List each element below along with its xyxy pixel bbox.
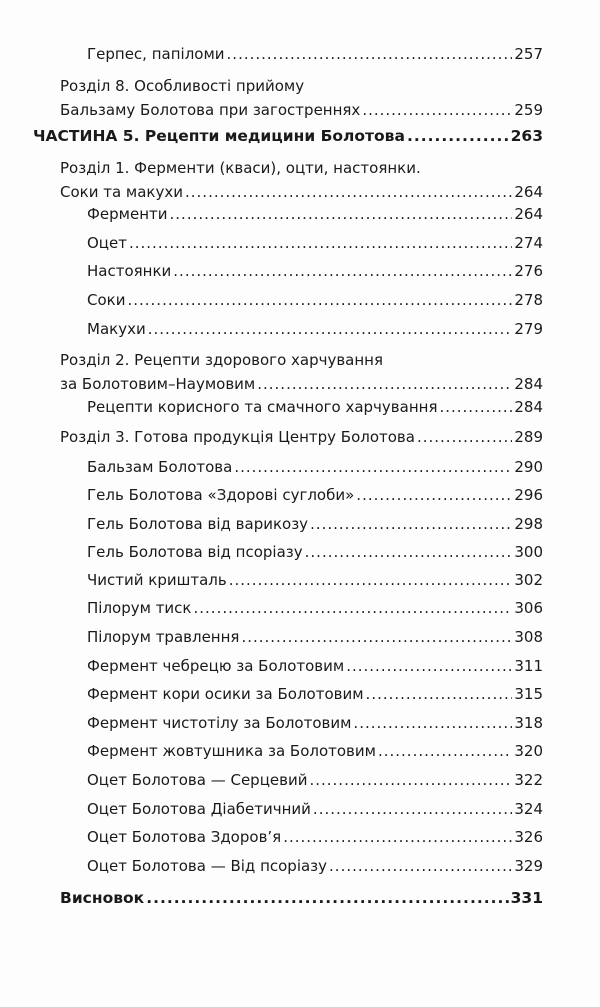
entry-title-line-2: Соки та макухи: [60, 183, 183, 201]
page-number: 300: [514, 543, 543, 561]
toc-entry: [87, 797, 543, 821]
dot-leader: [439, 395, 512, 419]
dot-leader: [146, 886, 508, 910]
page-number: 274: [514, 234, 543, 252]
dot-leader: [378, 739, 512, 763]
entry-title: Оцет Болотова Здоров’я: [87, 828, 282, 846]
entry-title: Гель Болотова «Здорові суглоби»: [87, 486, 355, 504]
dot-leader: [346, 654, 512, 678]
entry-title: Оцет Болотова Діабетичний: [87, 800, 311, 818]
entry-title: Чистий кришталь: [87, 571, 227, 589]
dot-leader: [127, 288, 512, 312]
entry-title: Висновок: [60, 889, 145, 907]
entry-title: Рецепти корисного та смачного харчування: [87, 398, 438, 416]
page-number: 322: [514, 771, 543, 789]
page-number: 263: [510, 127, 543, 145]
toc-line: [60, 886, 543, 910]
entry-title: Фермент жовтушника за Болотовим: [87, 742, 376, 760]
dot-leader: [148, 317, 513, 341]
page-number: 290: [514, 458, 543, 476]
page-number: 324: [514, 800, 543, 818]
entry-title: Ферменти: [87, 205, 168, 223]
page-number: 284: [514, 398, 543, 416]
dot-leader: [185, 180, 512, 204]
dot-leader: [417, 425, 512, 449]
page-number: 289: [514, 428, 543, 446]
page-number: 302: [514, 571, 543, 589]
entry-title: Оцет Болотова — Серцевий: [87, 771, 308, 789]
toc-entry: [60, 156, 543, 204]
toc-line: [87, 512, 543, 536]
toc-line: [87, 202, 543, 226]
dot-leader: [283, 825, 512, 849]
entry-title: Оцет Болотова — Від псоріазу: [87, 857, 328, 875]
toc-entry: [87, 625, 543, 649]
page-number: 278: [514, 291, 543, 309]
toc-line: [87, 259, 543, 283]
dot-leader: [234, 455, 512, 479]
entry-title-line-1: Розділ 2. Рецепти здорового харчування: [60, 351, 384, 369]
entry-title-line-1: Розділ 1. Ферменти (кваси), оцти, настоянки.: [60, 159, 421, 177]
toc-entry: [87, 288, 543, 312]
page-number: 326: [514, 828, 543, 846]
entry-title-line-2: за Болотовим–Наумовим: [60, 375, 256, 393]
toc-line: [87, 483, 543, 507]
page-number: 306: [514, 599, 543, 617]
dot-leader: [362, 98, 512, 122]
toc-entry: [87, 259, 543, 283]
toc-entry: [87, 455, 543, 479]
toc-line: [60, 425, 543, 449]
entry-title: Герпес, папіломи: [87, 45, 225, 63]
dot-leader: [309, 768, 512, 792]
toc-line: [87, 654, 543, 678]
toc-line: [87, 568, 543, 592]
page-number: 298: [514, 515, 543, 533]
dot-leader: [173, 259, 512, 283]
toc-line: [87, 540, 543, 564]
entry-title: Соки: [87, 291, 126, 309]
dot-leader: [170, 202, 513, 226]
page-number: 284: [514, 375, 543, 393]
page-number: 318: [514, 714, 543, 732]
toc-line: [60, 372, 543, 396]
entry-title: Пілорум тиск: [87, 599, 192, 617]
page-number: 331: [510, 889, 543, 907]
entry-title: Макухи: [87, 320, 146, 338]
toc-entry: [60, 74, 543, 122]
toc-line: [87, 596, 543, 620]
toc-line: [87, 455, 543, 479]
toc-line: [87, 854, 543, 878]
dot-leader: [310, 512, 512, 536]
toc-entry: [87, 654, 543, 678]
toc-entry: [87, 483, 543, 507]
toc-line: [87, 231, 543, 255]
toc-line: [60, 98, 543, 122]
entry-title: Фермент чебрецю за Болотовим: [87, 657, 345, 675]
dot-leader: [407, 124, 509, 148]
toc-entry-conclusion: [60, 886, 543, 910]
dot-leader: [366, 682, 513, 706]
toc-line: [87, 42, 543, 66]
toc-line: [87, 317, 543, 341]
page-number: 257: [514, 45, 543, 63]
toc-line: [87, 288, 543, 312]
toc-line: [87, 682, 543, 706]
toc-entry: [60, 348, 543, 396]
toc-entry: [87, 739, 543, 763]
toc-line: [87, 797, 543, 821]
toc-line: [87, 825, 543, 849]
toc-entry: [87, 711, 543, 735]
dot-leader: [313, 797, 512, 821]
toc-entry: [87, 682, 543, 706]
dot-leader: [229, 568, 513, 592]
toc-line: [87, 395, 543, 419]
toc-entry: [87, 596, 543, 620]
page-number: 279: [514, 320, 543, 338]
toc-entry: [60, 425, 543, 449]
dot-leader: [257, 372, 512, 396]
dot-leader: [241, 625, 512, 649]
dot-leader: [305, 540, 513, 564]
toc-line: [87, 768, 543, 792]
toc-entry: [87, 42, 543, 66]
toc-line: [87, 711, 543, 735]
toc-entry: [87, 395, 543, 419]
page-number: 320: [514, 742, 543, 760]
page-number: 296: [514, 486, 543, 504]
dot-leader: [194, 596, 513, 620]
toc-line: [33, 124, 543, 148]
dot-leader: [329, 854, 512, 878]
entry-title-line-1: Розділ 8. Особливості прийому: [60, 77, 305, 95]
toc-entry: [87, 540, 543, 564]
entry-title: Фермент кори осики за Болотовим: [87, 685, 364, 703]
page-number: 259: [514, 101, 543, 119]
toc-entry: [87, 317, 543, 341]
page-number: 315: [514, 685, 543, 703]
dot-leader: [356, 483, 512, 507]
entry-title: Настоянки: [87, 262, 172, 280]
toc-entry: [87, 825, 543, 849]
toc-entry: [87, 512, 543, 536]
toc-line: [87, 739, 543, 763]
entry-title: Бальзам Болотова: [87, 458, 233, 476]
toc-entry: [87, 568, 543, 592]
entry-title: Гель Болотова від псоріазу: [87, 543, 303, 561]
page-number: 308: [514, 628, 543, 646]
entry-title: Розділ 3. Готова продукція Центру Болотова: [60, 428, 415, 446]
dot-leader: [227, 42, 513, 66]
page-number: 311: [514, 657, 543, 675]
page-number: 264: [514, 183, 543, 201]
toc-line: [60, 180, 543, 204]
toc-entry: [87, 202, 543, 226]
dot-leader: [129, 231, 512, 255]
page-number: 264: [514, 205, 543, 223]
entry-title: Оцет: [87, 234, 127, 252]
entry-title-line-2: Бальзаму Болотова при загостреннях: [60, 101, 361, 119]
page-number: 329: [514, 857, 543, 875]
page-number: 276: [514, 262, 543, 280]
entry-title: Пілорум травлення: [87, 628, 240, 646]
entry-title: Гель Болотова від варикозу: [87, 515, 309, 533]
entry-title: Фермент чистотілу за Болотовим: [87, 714, 352, 732]
toc-line: [87, 625, 543, 649]
toc-entry-part: [33, 124, 543, 148]
dot-leader: [353, 711, 512, 735]
toc-entry: [87, 231, 543, 255]
entry-title: ЧАСТИНА 5. Рецепти медицини Болотова: [33, 127, 405, 145]
toc-entry: [87, 768, 543, 792]
toc-entry: [87, 854, 543, 878]
